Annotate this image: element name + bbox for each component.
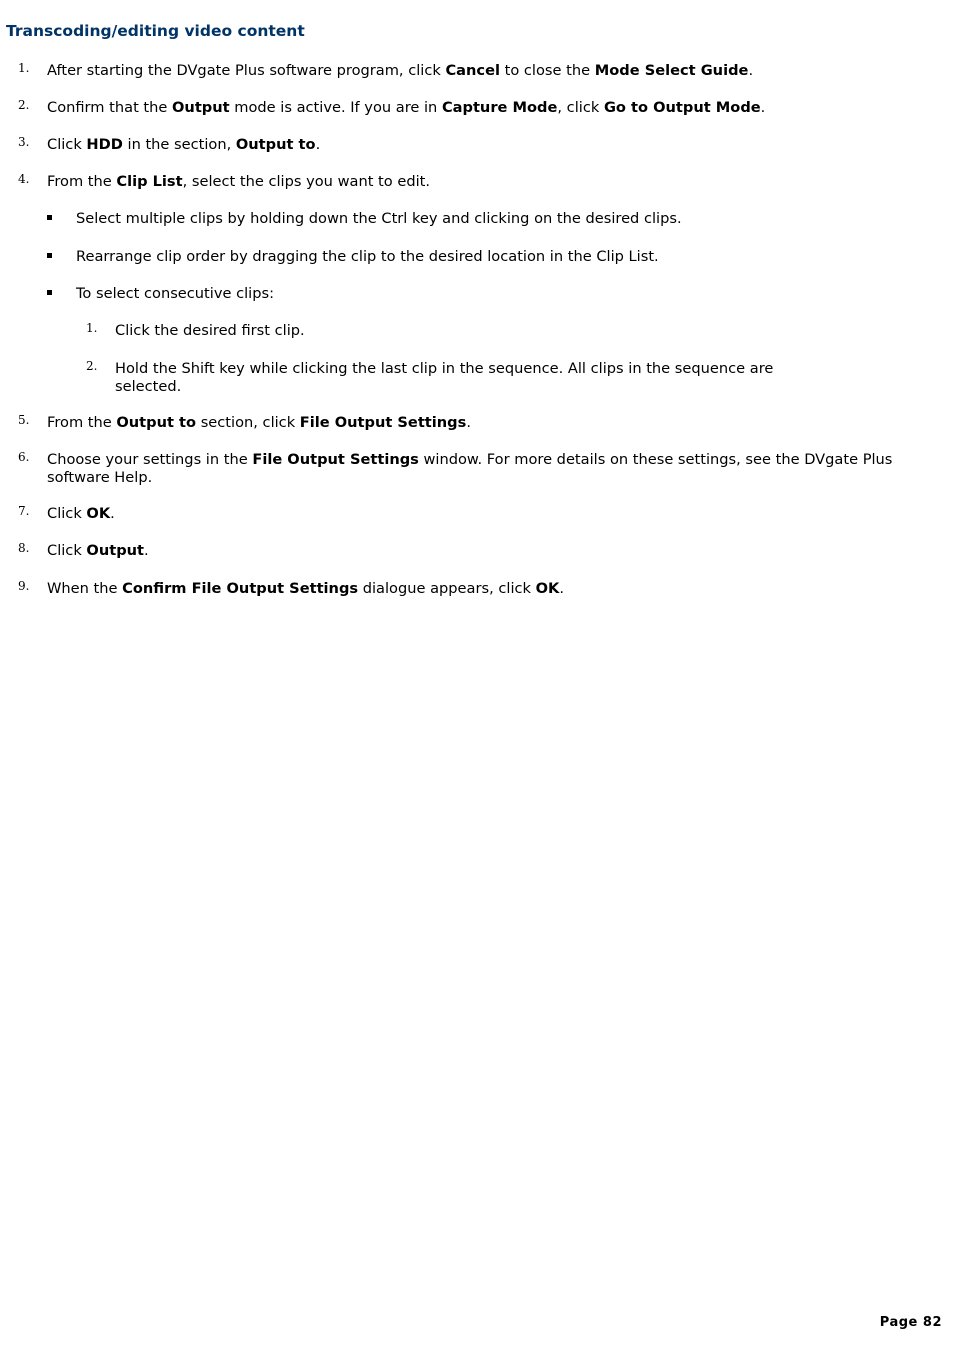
- step-text: Choose your settings in the File Output Settings window. For more details on these settings, see the DVgate Plus software Help.: [47, 451, 893, 486]
- step-text: Click OK.: [47, 505, 115, 522]
- page-number: Page 82: [879, 1315, 942, 1330]
- step-number: 4.: [18, 172, 30, 186]
- step-number: 9.: [18, 579, 30, 593]
- step-number: 6.: [18, 450, 30, 464]
- bullet-text: Rearrange clip order by dragging the clip to the desired location in the Clip List.: [76, 248, 659, 265]
- substep-number: 2.: [86, 359, 98, 373]
- page-title: Transcoding/editing video content: [6, 22, 305, 40]
- bullet-icon: [47, 253, 52, 258]
- step-number: 1.: [18, 61, 30, 75]
- substep-number: 1.: [86, 321, 98, 335]
- substep-text: Hold the Shift key while clicking the last clip in the sequence. All clips in the sequence are selected.: [115, 360, 774, 395]
- step-number: 2.: [18, 98, 30, 112]
- bullet-text: Select multiple clips by holding down the Ctrl key and clicking on the desired clips.: [76, 210, 682, 227]
- step-text: Click Output.: [47, 542, 149, 559]
- bullet-icon: [47, 290, 52, 295]
- step-text: After starting the DVgate Plus software program, click Cancel to close the Mode Select Guide.: [47, 62, 754, 79]
- step-number: 8.: [18, 541, 30, 555]
- step-number: 3.: [18, 135, 30, 149]
- bullet-icon: [47, 215, 52, 220]
- step-text: Confirm that the Output mode is active. If you are in Capture Mode, click Go to Output Mode.: [47, 99, 766, 116]
- substep-text: Click the desired first clip.: [115, 322, 305, 339]
- step-number: 5.: [18, 413, 30, 427]
- step-text: When the Confirm File Output Settings dialogue appears, click OK.: [47, 580, 564, 597]
- step-text: From the Output to section, click File Output Settings.: [47, 414, 471, 431]
- step-text: Click HDD in the section, Output to.: [47, 136, 321, 153]
- step-number: 7.: [18, 504, 30, 518]
- bullet-text: To select consecutive clips:: [76, 285, 275, 302]
- step-text: From the Clip List, select the clips you want to edit.: [47, 173, 431, 190]
